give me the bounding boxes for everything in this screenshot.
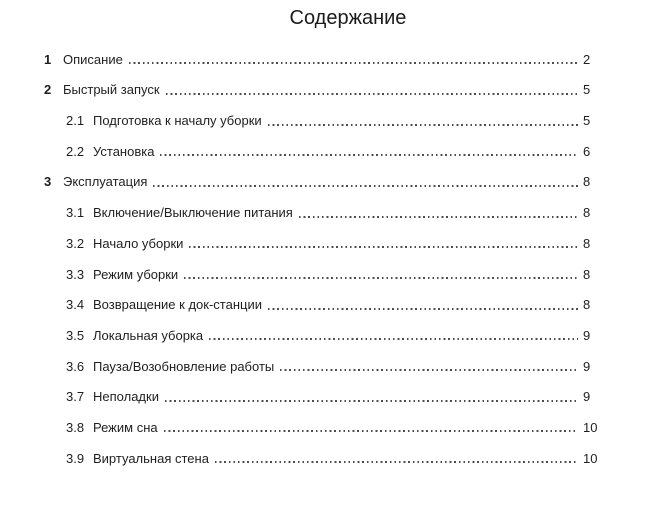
toc-entry-page: 9 xyxy=(583,358,591,374)
dot-leader xyxy=(268,124,578,126)
dot-leader xyxy=(299,216,578,218)
toc-entry-label: Включение/Выключение питания xyxy=(93,205,293,221)
dot-leader xyxy=(153,185,578,187)
toc-entry-label: Локальная уборка xyxy=(93,327,204,343)
toc-entry-label: Начало уборки xyxy=(93,235,184,251)
dot-leader xyxy=(164,430,578,432)
toc-entry-label: Виртуальная стена xyxy=(93,450,209,466)
toc-entry[interactable] xyxy=(0,383,662,414)
dot-leader xyxy=(280,369,578,371)
toc-entry-page: 8 xyxy=(583,205,591,221)
toc-entry-label: Описание xyxy=(63,51,123,67)
toc-entry[interactable] xyxy=(0,106,662,137)
toc-entry-page: 5 xyxy=(583,113,591,129)
toc-entry-number: 1 xyxy=(44,51,52,67)
toc-entry-number: 3.9 xyxy=(66,450,85,466)
table-of-contents xyxy=(0,45,662,475)
toc-entry[interactable] xyxy=(0,413,662,444)
toc-entry-number: 3.4 xyxy=(66,297,85,313)
toc-entry-number: 3.1 xyxy=(66,205,85,221)
dot-leader xyxy=(209,338,578,340)
toc-entry-label: Возвращение к док-станции xyxy=(93,297,262,313)
dot-leader xyxy=(166,93,578,95)
toc-entry[interactable] xyxy=(0,260,662,291)
toc-entry[interactable] xyxy=(0,444,662,475)
toc-entry-label: Режим уборки xyxy=(93,266,179,282)
toc-entry-number: 3.5 xyxy=(66,327,85,343)
toc-entry[interactable] xyxy=(0,137,662,168)
toc-entry-number: 2.2 xyxy=(66,143,85,159)
toc-entry[interactable] xyxy=(0,229,662,260)
toc-entry-page: 10 xyxy=(583,450,598,466)
page-title: Содержание xyxy=(289,7,407,29)
toc-entry-page: 9 xyxy=(583,327,591,343)
toc-entry-label: Неполадки xyxy=(93,389,159,405)
toc-entry-label: Быстрый запуск xyxy=(63,82,160,98)
toc-entry-page: 8 xyxy=(583,235,591,251)
dot-leader xyxy=(184,277,578,279)
toc-entry[interactable] xyxy=(0,45,662,76)
toc-entry-number: 3.3 xyxy=(66,266,85,282)
toc-entry[interactable] xyxy=(0,198,662,229)
dot-leader xyxy=(129,62,578,64)
toc-entry-number: 3.2 xyxy=(66,235,85,251)
toc-entry-number: 2.1 xyxy=(66,113,85,129)
toc-entry-label: Режим сна xyxy=(93,419,158,435)
toc-entry-page: 6 xyxy=(583,143,591,159)
toc-entry-page: 8 xyxy=(583,297,591,313)
toc-entry-label: Пауза/Возобновление работы xyxy=(93,358,275,374)
toc-entry-page: 8 xyxy=(583,174,591,190)
dot-leader xyxy=(165,400,578,402)
toc-entry-label: Подготовка к началу уборки xyxy=(93,113,262,129)
title-row xyxy=(0,0,662,30)
toc-entry-page: 9 xyxy=(583,389,591,405)
toc-entry[interactable] xyxy=(0,352,662,383)
toc-entry-number: 3.7 xyxy=(66,389,85,405)
toc-entry[interactable] xyxy=(0,321,662,352)
toc-entry-number: 3.8 xyxy=(66,419,85,435)
toc-entry-number: 2 xyxy=(44,82,52,98)
dot-leader xyxy=(268,308,578,310)
toc-entry[interactable] xyxy=(0,291,662,322)
toc-entry-label: Эксплуатация xyxy=(63,174,148,190)
dot-leader xyxy=(215,461,578,463)
dot-leader xyxy=(160,154,578,156)
toc-entry[interactable] xyxy=(0,76,662,107)
toc-entry-page: 5 xyxy=(583,82,591,98)
toc-entry-page: 10 xyxy=(583,419,598,435)
toc-entry-number: 3.6 xyxy=(66,358,85,374)
toc-entry-number: 3 xyxy=(44,174,52,190)
toc-entry[interactable] xyxy=(0,168,662,199)
toc-entry-page: 8 xyxy=(583,266,591,282)
dot-leader xyxy=(189,246,578,248)
toc-entry-page: 2 xyxy=(583,51,591,67)
toc-entry-label: Установка xyxy=(93,143,155,159)
